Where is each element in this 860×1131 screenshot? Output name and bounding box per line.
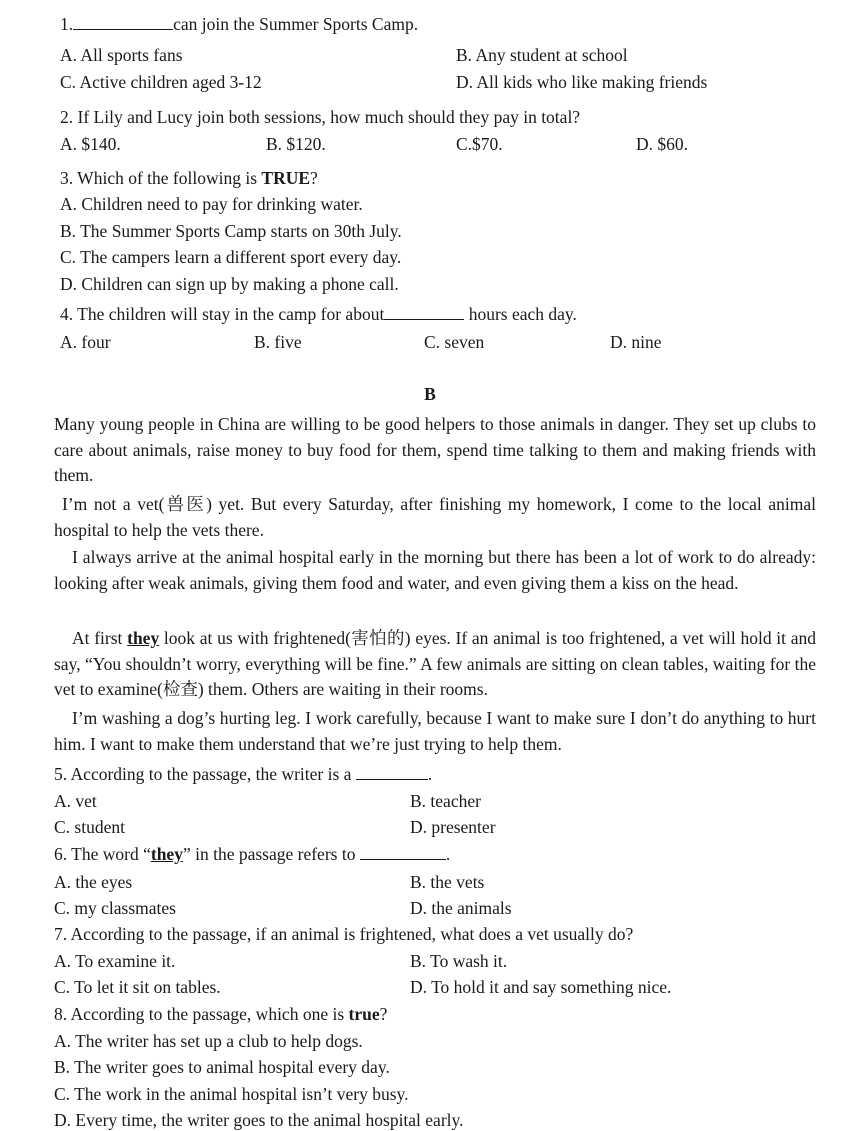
- q3-stem-end: ?: [310, 168, 318, 188]
- q6-stem-end: .: [445, 844, 451, 864]
- passage-paragraph-5: [54, 706, 816, 757]
- q1-stem: [60, 13, 418, 35]
- q2-option-a: A. $140.: [60, 134, 121, 154]
- passage-paragraph-2: [54, 492, 816, 543]
- passage-paragraph-4-rest: look at us with frightened(害怕的) eyes. If an animal is too frightened, a vet will hold it and say, “You shouldn’t worry, everything will be fine.” A few animals are sitting on clean tables, waiting for the vet to examine(检查) them. Others are waiting in their rooms.: [54, 628, 816, 700]
- q1-option-a: A. All sports fans: [60, 45, 183, 65]
- q2-option-c: C.$70.: [456, 134, 503, 154]
- q3-option-d: D. Children can sign up by making a phone call.: [60, 274, 399, 294]
- q6-option-a: A. the eyes: [54, 872, 133, 892]
- q2-option-d: D. $60.: [636, 134, 689, 154]
- q5-stem-end: .: [427, 764, 433, 784]
- q3-stem: [60, 167, 318, 189]
- q7-option-a: A. To examine it.: [54, 951, 176, 971]
- q1-option-b: B. Any student at school: [456, 45, 628, 65]
- q1-option-c: C. Active children aged 3-12: [60, 72, 262, 92]
- q6-blank: [360, 844, 446, 860]
- q5-blank: [356, 764, 428, 780]
- q3-stem-emphasis: TRUE: [261, 168, 311, 188]
- q6-word-they: they: [150, 844, 183, 864]
- q8-stem: [54, 1003, 387, 1025]
- q4-option-c: C. seven: [424, 332, 485, 352]
- q5-stem: [54, 763, 432, 785]
- passage-paragraph-2-text: I’m not a vet(兽医) yet. But every Saturday, after finishing my homework, I come to the local animal hospital to help the vets there.: [54, 494, 816, 540]
- q4-stem: [60, 303, 577, 325]
- q6-option-b: B. the vets: [410, 872, 485, 892]
- q8-option-a: A. The writer has set up a club to help dogs.: [54, 1031, 363, 1051]
- q4-option-d: D. nine: [610, 332, 662, 352]
- passage-paragraph-4: [54, 626, 816, 703]
- q6-option-d: D. the animals: [410, 898, 512, 918]
- q8-option-d: D. Every time, the writer goes to the animal hospital early.: [54, 1110, 464, 1130]
- q1-stem-text: can join the Summer Sports Camp.: [173, 14, 419, 34]
- q6-stem-text: 6. The word “: [54, 844, 151, 864]
- q3-option-a: A. Children need to pay for drinking water.: [60, 194, 363, 214]
- q5-option-c: C. student: [54, 817, 125, 837]
- q2-option-b: B. $120.: [266, 134, 326, 154]
- q8-option-c: C. The work in the animal hospital isn’t very busy.: [54, 1084, 409, 1104]
- q4-stem-end: hours each day.: [464, 304, 577, 324]
- q3-option-b: B. The Summer Sports Camp starts on 30th July.: [60, 221, 402, 241]
- q2-stem: 2. If Lily and Lucy join both sessions, how much should they pay in total?: [60, 107, 581, 127]
- q6-stem: [54, 843, 450, 865]
- q1-number: 1.: [60, 14, 74, 34]
- q7-option-b: B. To wash it.: [410, 951, 508, 971]
- q6-stem-mid: ” in the passage refers to: [182, 844, 360, 864]
- q5-option-a: A. vet: [54, 791, 97, 811]
- q4-blank: [384, 304, 464, 320]
- passage-paragraph-5-text: I’m washing a dog’s hurting leg. I work carefully, because I want to make sure I don’t do anything to hurt him. I want to make them understand that we’re just trying to help them.: [54, 708, 816, 754]
- passage-paragraph-4-text: At first: [72, 628, 128, 648]
- q7-option-c: C. To let it sit on tables.: [54, 977, 221, 997]
- passage-paragraph-1: Many young people in China are willing to be good helpers to those animals in danger. They set up clubs to care about animals, raise money to buy food for them, spend time talking to them and making friends with them.: [54, 414, 816, 486]
- q5-stem-text: 5. According to the passage, the writer is a: [54, 764, 356, 784]
- q1-blank: [73, 14, 173, 30]
- q3-option-c: C. The campers learn a different sport every day.: [60, 247, 402, 267]
- q5-option-d: D. presenter: [410, 817, 496, 837]
- q4-option-a: A. four: [60, 332, 111, 352]
- section-b-heading: B: [424, 384, 436, 404]
- q3-stem-text: 3. Which of the following is: [60, 168, 262, 188]
- q7-option-d: D. To hold it and say something nice.: [410, 977, 672, 997]
- passage-paragraph-3-text: I always arrive at the animal hospital early in the morning but there has been a lot of work to do already: looking after weak animals, giving them food and water, and even giving them a kiss on the head.: [54, 547, 816, 593]
- q8-stem-text: 8. According to the passage, which one is: [54, 1004, 349, 1024]
- q6-option-c: C. my classmates: [54, 898, 176, 918]
- q7-stem: 7. According to the passage, if an animal is frightened, what does a vet usually do?: [54, 924, 634, 944]
- passage-paragraph-3: [54, 545, 816, 596]
- q5-option-b: B. teacher: [410, 791, 481, 811]
- q8-option-b: B. The writer goes to animal hospital every day.: [54, 1057, 390, 1077]
- q8-stem-end: ?: [379, 1004, 388, 1024]
- q4-stem-text: 4. The children will stay in the camp for about: [60, 304, 385, 324]
- passage-word-they: they: [127, 628, 160, 648]
- q1-option-d: D. All kids who like making friends: [456, 72, 708, 92]
- q4-option-b: B. five: [254, 332, 302, 352]
- q8-stem-emphasis: true: [348, 1004, 380, 1024]
